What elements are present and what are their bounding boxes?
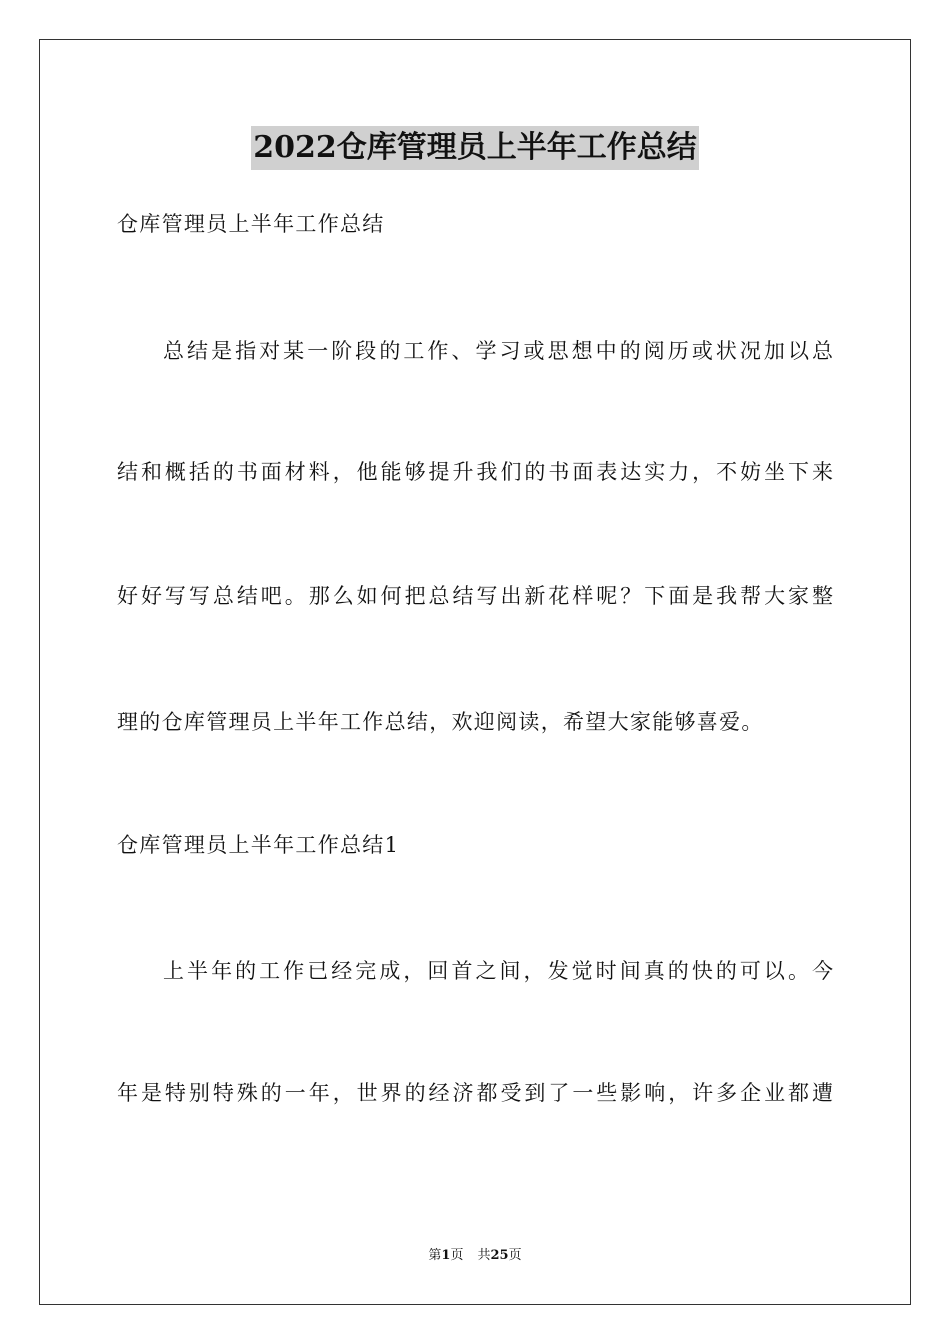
paragraph-line: 总结是指对某一阶段的工作、学习或思想中的阅历或状况加以总 [163, 339, 833, 363]
footer-page-prefix: 第 [428, 1248, 442, 1263]
paragraph-line: 上半年的工作已经完成，回首之间，发觉时间真的快的可以。今 [163, 959, 833, 983]
paragraph-line: 年是特别特殊的一年，世界的经济都受到了一些影响，许多企业都遭 [117, 1081, 833, 1105]
footer-total-prefix: 共 [477, 1248, 491, 1263]
page-footer [0, 1247, 950, 1265]
paragraph-line: 好好写写总结吧。那么如何把总结写出新花样呢？下面是我帮大家整 [117, 584, 833, 608]
subtitle-line: 仓库管理员上半年工作总结 [117, 212, 385, 236]
paragraph-line: 结和概括的书面材料，他能够提升我们的书面表达实力，不妨坐下来 [117, 460, 833, 484]
section-heading: 仓库管理员上半年工作总结1 [117, 833, 400, 857]
footer-page-suffix: 页 [450, 1248, 464, 1263]
document-title: 2022仓库管理员上半年工作总结 [251, 126, 699, 170]
title-container [0, 126, 950, 170]
paragraph-line: 理的仓库管理员上半年工作总结，欢迎阅读，希望大家能够喜爱。 [117, 710, 764, 734]
footer-total-suffix: 页 [508, 1248, 522, 1263]
footer-page-total: 25 [490, 1248, 509, 1263]
footer-page-current: 1 [441, 1248, 451, 1263]
